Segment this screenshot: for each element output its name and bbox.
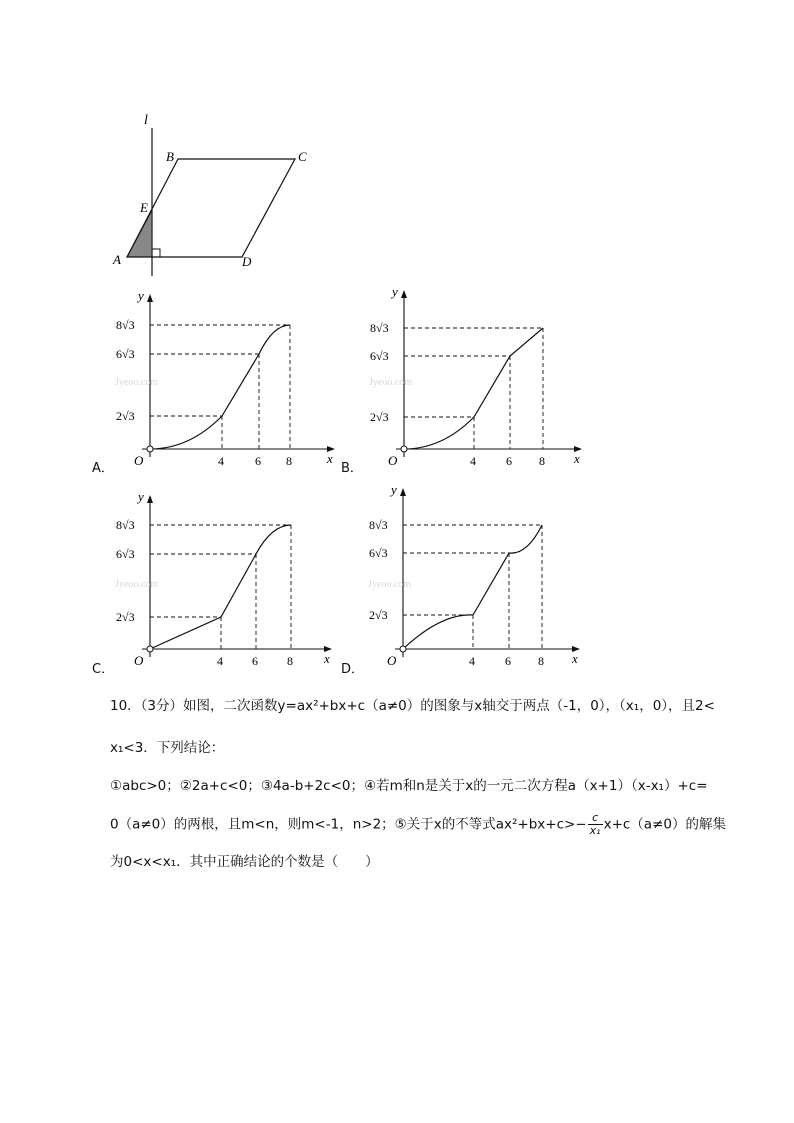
origin-open-point xyxy=(401,446,407,452)
origin-open-point xyxy=(147,646,153,652)
label-A: A xyxy=(113,252,121,267)
y-axis-arrow xyxy=(147,294,153,302)
question10-line5: 为0<x<x₁．其中正确结论的个数是（ ） xyxy=(110,854,379,870)
fraction-numerator: c xyxy=(588,812,603,825)
graph-a xyxy=(115,288,335,468)
label-B: B xyxy=(166,149,174,164)
y-axis-arrow xyxy=(401,290,407,298)
y-axis-label: y xyxy=(138,288,144,303)
x-tick-label: 4 xyxy=(470,454,476,468)
function-curve xyxy=(150,325,290,449)
graph-d xyxy=(368,482,580,668)
x-tick-label: 8 xyxy=(287,654,293,668)
x-tick-label: 4 xyxy=(469,654,475,668)
fraction-minus: − xyxy=(575,816,587,833)
y-tick-label: 8√3 xyxy=(370,321,389,335)
y-axis-label: y xyxy=(392,284,398,299)
label-l: l xyxy=(144,113,148,128)
x-tick-label: 4 xyxy=(218,454,224,468)
label-E: E xyxy=(140,200,148,215)
label-D: D xyxy=(242,254,252,269)
x-axis-label: x xyxy=(324,651,330,666)
x-tick-label: 6 xyxy=(505,654,511,668)
fraction-denominator: x₁ xyxy=(589,824,601,837)
y-tick-label: 2√3 xyxy=(116,610,135,624)
question10-line4a: 0（a≠0）的两根，且m<n，则m<-1，n>2；⑤关于x的不等式ax²+bx+c> xyxy=(110,816,576,833)
x-axis-label: x xyxy=(574,451,580,466)
question10-line2: x₁<3．下列结论： xyxy=(110,740,225,756)
x-tick-label: 6 xyxy=(255,454,261,468)
option-c-label: C． xyxy=(92,662,115,677)
origin-label: O xyxy=(388,453,398,468)
option-a-label: A． xyxy=(92,461,114,476)
y-tick-label: 6√3 xyxy=(116,347,135,361)
question10-line3: ①abc>0；②2a+c<0；③4a-b+2c<0；④若m和n是关于x的一元二次方程a（x+1）（x-x₁）+c= xyxy=(110,778,708,794)
x-tick-label: 6 xyxy=(506,454,512,468)
function-curve xyxy=(403,525,542,649)
y-tick-label: 8√3 xyxy=(369,518,388,532)
label-C: C xyxy=(298,149,307,164)
x-tick-label: 8 xyxy=(538,654,544,668)
x-axis-label: x xyxy=(572,651,578,666)
x-axis-label: x xyxy=(327,451,333,466)
y-tick-label: 6√3 xyxy=(370,349,389,363)
graph-c xyxy=(115,489,332,668)
y-tick-label: 2√3 xyxy=(369,608,388,622)
origin-label: O xyxy=(387,653,397,668)
x-tick-label: 6 xyxy=(252,654,258,668)
y-tick-label: 6√3 xyxy=(369,546,388,560)
y-tick-label: 8√3 xyxy=(116,318,135,332)
watermark: Jyeoo.com xyxy=(115,579,159,590)
option-b-label: B． xyxy=(341,461,363,476)
watermark: Jyeoo.com xyxy=(368,579,412,590)
y-axis-label: y xyxy=(138,489,144,504)
question10-line1: 10．（3分）如图，二次函数y=ax²+bx+c（a≠0）的图象与x轴交于两点（-1，0），（x₁，0），且2< xyxy=(110,698,715,714)
origin-open-point xyxy=(400,646,406,652)
function-curve xyxy=(404,328,543,449)
x-tick-label: 8 xyxy=(286,454,292,468)
y-axis-label: y xyxy=(391,482,397,497)
function-curve xyxy=(150,525,291,649)
option-d-label: D． xyxy=(341,662,365,677)
question10-line4b: x+c（a≠0）的解集 xyxy=(603,816,726,833)
origin-open-point xyxy=(147,446,153,452)
x-tick-label: 4 xyxy=(217,654,223,668)
question10-line4 xyxy=(110,812,726,837)
watermark: Jyeoo.com xyxy=(115,377,159,388)
origin-label: O xyxy=(134,653,144,668)
graph-b xyxy=(369,284,582,468)
y-tick-label: 2√3 xyxy=(116,409,135,423)
x-tick-label: 8 xyxy=(539,454,545,468)
y-axis-arrow xyxy=(400,488,406,496)
y-tick-label: 6√3 xyxy=(116,547,135,561)
origin-label: O xyxy=(134,453,144,468)
y-tick-label: 2√3 xyxy=(370,410,389,424)
watermark: Jyeoo.com xyxy=(369,377,413,388)
y-axis-arrow xyxy=(147,495,153,503)
fraction-c-over-x1 xyxy=(588,812,603,837)
y-tick-label: 8√3 xyxy=(116,518,135,532)
